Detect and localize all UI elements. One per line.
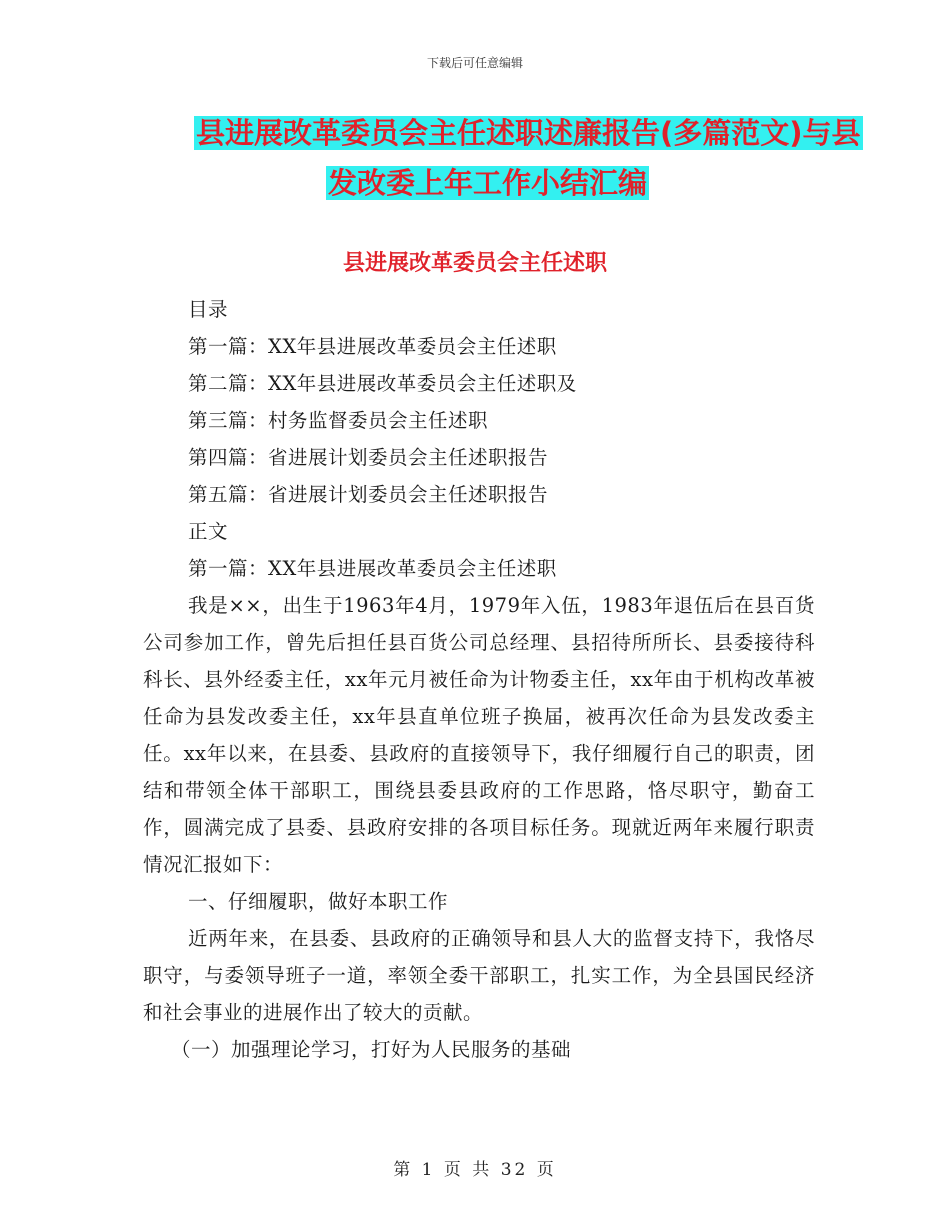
chapter-title: 第一篇：XX年县进展改革委员会主任述职 xyxy=(188,557,557,580)
toc-item-4: 第四篇：省进展计划委员会主任述职报告 xyxy=(188,446,549,469)
paragraph-1: 我是××，出生于1963年4月，1979年入伍，1983年退伍后在县百货公司参加工作，曾先后担任县百货公司总经理、县招待所所长、县委接待科科长、县外经委主任，xx年元月被任命为计物委主任，xx年由于机构改革被任命为县发改委主任，xx年县直单位班子换届，被再次任命为县发改委主任。xx年以来，在县委、县政府的直接领导下，我仔细履行自己的职责，团结和带领全体干部职工，围绕县委县政府的工作思路，恪尽职守，勤奋工作，圆满完成了县委、县政府安排的各项目标任务。现就近两年来履行职责情况汇报如下： xyxy=(143,594,815,876)
toc-item-1: 第一篇：XX年县进展改革委员会主任述职 xyxy=(188,335,557,358)
paragraph-2: 近两年来，在县委、县政府的正确领导和县人大的监督支持下，我恪尽职守，与委领导班子一道，率领全委干部职工，扎实工作，为全县国民经济和社会事业的进展作出了较大的贡献。 xyxy=(143,927,815,1024)
title-line-2: 发改委上年工作小结汇编 xyxy=(328,166,648,200)
toc-item-5: 第五篇：省进展计划委员会主任述职报告 xyxy=(188,483,549,506)
title-line-1: 县进展改革委员会主任述职述廉报告(多篇范文)与县 xyxy=(196,116,861,150)
body-heading: 正文 xyxy=(188,520,229,543)
toc-item-2: 第二篇：XX年县进展改革委员会主任述职及 xyxy=(188,372,577,395)
section-title: 县进展改革委员会主任述职 xyxy=(342,251,607,276)
header-note: 下载后可任意编辑 xyxy=(426,56,523,70)
section-heading-1: 一、仔细履职，做好本职工作 xyxy=(188,890,449,913)
document-body xyxy=(143,291,815,1068)
page-number-footer: 第 1 页 共 32 页 xyxy=(393,1160,557,1180)
subsection-heading-1: （一）加强理论学习，打好为人民服务的基础 xyxy=(171,1038,572,1061)
toc-heading: 目录 xyxy=(188,298,229,321)
toc-item-3: 第三篇：村务监督委员会主任述职 xyxy=(188,409,489,432)
